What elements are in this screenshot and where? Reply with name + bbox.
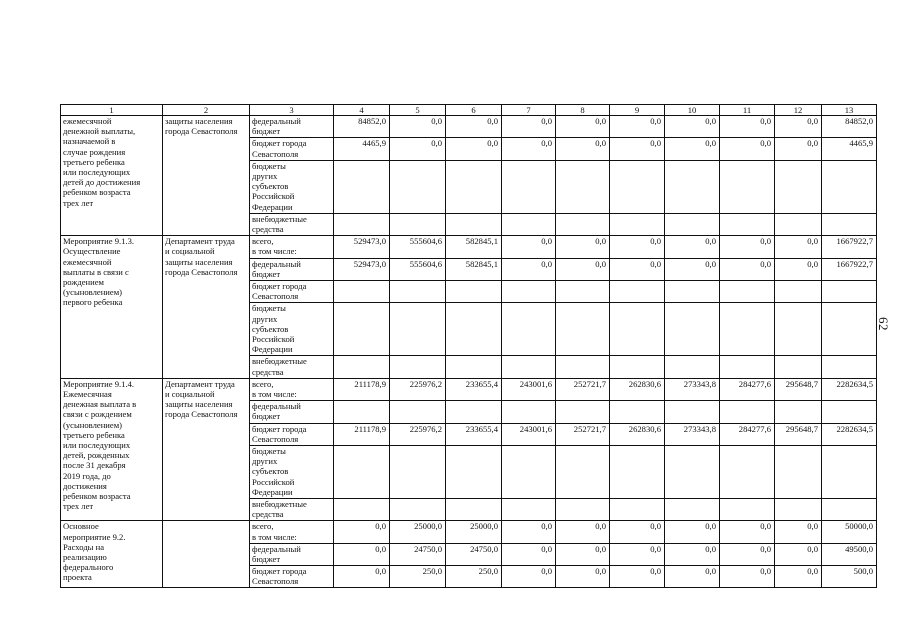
amount-cell: 0,0 xyxy=(610,258,665,280)
amount-cell xyxy=(556,303,610,356)
amount-cell xyxy=(556,280,610,302)
measure-name-cell: Мероприятие 9.1.4. Ежемесячная денежная выплата в связи с рождением (усыновлением) третьего ребенка или последующих детей, рожденных после 31 декабря 2019 года, до достижения ребенком возраста трех лет xyxy=(61,378,163,521)
amount-cell: 0,0 xyxy=(720,543,775,565)
amount-cell xyxy=(822,303,877,356)
table-row xyxy=(61,116,877,138)
amount-cell xyxy=(665,445,720,498)
measure-name-cell: ежемесячной денежной выплаты, назначаемой в случае рождения третьего ребенка или последующих детей до достижения ребенком возраста трех лет xyxy=(61,116,163,236)
amount-cell: 4465,9 xyxy=(822,138,877,160)
amount-cell xyxy=(610,498,665,520)
amount-cell: 529473,0 xyxy=(334,258,390,280)
amount-cell xyxy=(556,401,610,423)
funding-source-cell: федеральный бюджет xyxy=(250,258,334,280)
amount-cell: 262830,6 xyxy=(610,378,665,400)
amount-cell xyxy=(556,160,610,213)
amount-cell: 0,0 xyxy=(775,116,822,138)
amount-cell xyxy=(334,498,390,520)
amount-cell: 0,0 xyxy=(610,566,665,588)
amount-cell xyxy=(720,280,775,302)
amount-cell: 500,0 xyxy=(822,566,877,588)
amount-cell: 0,0 xyxy=(502,138,556,160)
amount-cell: 0,0 xyxy=(390,138,446,160)
amount-cell xyxy=(556,498,610,520)
amount-cell xyxy=(390,160,446,213)
amount-cell xyxy=(720,498,775,520)
amount-cell: 0,0 xyxy=(446,138,502,160)
amount-cell xyxy=(720,401,775,423)
column-number-13: 13 xyxy=(822,105,877,116)
amount-cell: 0,0 xyxy=(556,543,610,565)
amount-cell: 252721,7 xyxy=(556,378,610,400)
amount-cell: 250,0 xyxy=(446,566,502,588)
column-number-6: 6 xyxy=(446,105,502,116)
amount-cell xyxy=(822,280,877,302)
funding-source-cell: бюджеты других субъектов Российской Федерации xyxy=(250,303,334,356)
column-number-3: 3 xyxy=(250,105,334,116)
funding-source-cell: внебюджетные средства xyxy=(250,498,334,520)
amount-cell: 0,0 xyxy=(502,116,556,138)
amount-cell xyxy=(610,445,665,498)
amount-cell xyxy=(665,498,720,520)
amount-cell xyxy=(610,280,665,302)
amount-cell: 0,0 xyxy=(775,236,822,258)
amount-cell xyxy=(610,213,665,235)
amount-cell: 529473,0 xyxy=(334,236,390,258)
amount-cell: 0,0 xyxy=(334,521,390,543)
amount-cell: 1667922,7 xyxy=(822,236,877,258)
amount-cell: 211178,9 xyxy=(334,423,390,445)
amount-cell: 233655,4 xyxy=(446,378,502,400)
amount-cell xyxy=(390,445,446,498)
funding-source-cell: бюджет города Севастополя xyxy=(250,280,334,302)
amount-cell xyxy=(502,160,556,213)
funding-source-cell: бюджеты других субъектов Российской Федерации xyxy=(250,160,334,213)
page-number: 62 xyxy=(876,317,891,331)
amount-cell: 0,0 xyxy=(610,543,665,565)
amount-cell xyxy=(390,498,446,520)
amount-cell: 0,0 xyxy=(502,236,556,258)
amount-cell: 84852,0 xyxy=(334,116,390,138)
column-number-4: 4 xyxy=(334,105,390,116)
amount-cell xyxy=(775,213,822,235)
amount-cell: 0,0 xyxy=(610,138,665,160)
amount-cell: 25000,0 xyxy=(446,521,502,543)
amount-cell: 0,0 xyxy=(720,236,775,258)
amount-cell xyxy=(390,303,446,356)
amount-cell xyxy=(390,401,446,423)
amount-cell: 24750,0 xyxy=(390,543,446,565)
amount-cell xyxy=(775,356,822,378)
amount-cell xyxy=(556,356,610,378)
funding-source-cell: бюджет города Севастополя xyxy=(250,138,334,160)
amount-cell xyxy=(822,356,877,378)
amount-cell: 295648,7 xyxy=(775,378,822,400)
column-number-9: 9 xyxy=(610,105,665,116)
funding-source-cell: бюджет города Севастополя xyxy=(250,566,334,588)
column-number-1: 1 xyxy=(61,105,163,116)
executor-cell: Департамент труда и социальной защиты населения города Севастополя xyxy=(163,378,250,521)
amount-cell: 2282634,5 xyxy=(822,423,877,445)
amount-cell: 0,0 xyxy=(610,116,665,138)
amount-cell: 0,0 xyxy=(556,566,610,588)
amount-cell: 0,0 xyxy=(720,566,775,588)
amount-cell xyxy=(665,401,720,423)
amount-cell xyxy=(556,213,610,235)
funding-source-cell: бюджет города Севастополя xyxy=(250,423,334,445)
amount-cell: 0,0 xyxy=(502,521,556,543)
column-number-row xyxy=(61,105,877,116)
amount-cell: 49500,0 xyxy=(822,543,877,565)
amount-cell: 0,0 xyxy=(665,258,720,280)
funding-source-cell: федеральный бюджет xyxy=(250,116,334,138)
amount-cell xyxy=(502,303,556,356)
amount-cell xyxy=(446,213,502,235)
amount-cell: 0,0 xyxy=(665,116,720,138)
amount-cell: 0,0 xyxy=(556,236,610,258)
amount-cell: 0,0 xyxy=(720,116,775,138)
amount-cell: 84852,0 xyxy=(822,116,877,138)
amount-cell: 0,0 xyxy=(665,138,720,160)
amount-cell xyxy=(446,356,502,378)
amount-cell: 50000,0 xyxy=(822,521,877,543)
amount-cell: 0,0 xyxy=(334,543,390,565)
amount-cell xyxy=(390,356,446,378)
table-row xyxy=(61,521,877,543)
amount-cell xyxy=(775,280,822,302)
amount-cell: 25000,0 xyxy=(390,521,446,543)
amount-cell xyxy=(334,213,390,235)
table-row xyxy=(61,378,877,400)
amount-cell xyxy=(822,213,877,235)
amount-cell: 0,0 xyxy=(775,566,822,588)
amount-cell xyxy=(502,213,556,235)
funding-source-cell: всего, в том числе: xyxy=(250,236,334,258)
amount-cell: 2282634,5 xyxy=(822,378,877,400)
amount-cell: 0,0 xyxy=(446,116,502,138)
funding-source-cell: внебюджетные средства xyxy=(250,356,334,378)
amount-cell xyxy=(446,303,502,356)
amount-cell xyxy=(720,356,775,378)
amount-cell xyxy=(822,498,877,520)
amount-cell: 225976,2 xyxy=(390,423,446,445)
amount-cell xyxy=(390,213,446,235)
amount-cell xyxy=(502,356,556,378)
amount-cell: 0,0 xyxy=(665,236,720,258)
amount-cell: 582845,1 xyxy=(446,258,502,280)
amount-cell xyxy=(775,498,822,520)
funding-source-cell: федеральный бюджет xyxy=(250,401,334,423)
amount-cell xyxy=(610,303,665,356)
amount-cell xyxy=(334,160,390,213)
amount-cell xyxy=(665,303,720,356)
amount-cell: 252721,7 xyxy=(556,423,610,445)
amount-cell xyxy=(665,280,720,302)
amount-cell: 0,0 xyxy=(775,138,822,160)
column-number-12: 12 xyxy=(775,105,822,116)
amount-cell: 284277,6 xyxy=(720,378,775,400)
amount-cell xyxy=(446,280,502,302)
amount-cell: 4465,9 xyxy=(334,138,390,160)
amount-cell: 0,0 xyxy=(610,236,665,258)
funding-source-cell: бюджеты других субъектов Российской Федерации xyxy=(250,445,334,498)
amount-cell: 0,0 xyxy=(720,521,775,543)
amount-cell: 284277,6 xyxy=(720,423,775,445)
amount-cell: 0,0 xyxy=(720,258,775,280)
amount-cell xyxy=(775,445,822,498)
amount-cell: 273343,8 xyxy=(665,378,720,400)
amount-cell: 250,0 xyxy=(390,566,446,588)
amount-cell xyxy=(775,303,822,356)
measure-name-cell: Основное мероприятие 9.2. Расходы на реализацию федерального проекта xyxy=(61,521,163,588)
amount-cell xyxy=(610,401,665,423)
table-row xyxy=(61,236,877,258)
column-number-8: 8 xyxy=(556,105,610,116)
amount-cell xyxy=(720,303,775,356)
amount-cell: 0,0 xyxy=(502,543,556,565)
amount-cell xyxy=(502,498,556,520)
funding-source-cell: всего, в том числе: xyxy=(250,378,334,400)
amount-cell xyxy=(502,401,556,423)
amount-cell xyxy=(610,160,665,213)
amount-cell xyxy=(502,445,556,498)
amount-cell: 0,0 xyxy=(556,521,610,543)
amount-cell xyxy=(822,445,877,498)
amount-cell: 0,0 xyxy=(334,566,390,588)
amount-cell: 233655,4 xyxy=(446,423,502,445)
funding-source-cell: федеральный бюджет xyxy=(250,543,334,565)
amount-cell: 555604,6 xyxy=(390,258,446,280)
amount-cell: 262830,6 xyxy=(610,423,665,445)
amount-cell xyxy=(775,160,822,213)
amount-cell: 24750,0 xyxy=(446,543,502,565)
measure-name-cell: Мероприятие 9.1.3. Осуществление ежемесячной выплаты в связи с рождением (усыновлением) первого ребенка xyxy=(61,236,163,379)
executor-cell xyxy=(163,521,250,588)
amount-cell xyxy=(822,401,877,423)
amount-cell xyxy=(720,160,775,213)
amount-cell: 0,0 xyxy=(775,543,822,565)
amount-cell: 295648,7 xyxy=(775,423,822,445)
funding-source-cell: внебюджетные средства xyxy=(250,213,334,235)
amount-cell xyxy=(334,401,390,423)
amount-cell: 0,0 xyxy=(665,521,720,543)
amount-cell: 555604,6 xyxy=(390,236,446,258)
amount-cell: 0,0 xyxy=(665,543,720,565)
column-number-7: 7 xyxy=(502,105,556,116)
amount-cell: 273343,8 xyxy=(665,423,720,445)
amount-cell xyxy=(822,160,877,213)
amount-cell xyxy=(446,445,502,498)
amount-cell: 225976,2 xyxy=(390,378,446,400)
amount-cell xyxy=(334,356,390,378)
amount-cell: 0,0 xyxy=(556,116,610,138)
amount-cell xyxy=(334,303,390,356)
amount-cell xyxy=(334,280,390,302)
amount-cell: 0,0 xyxy=(720,138,775,160)
column-number-2: 2 xyxy=(163,105,250,116)
amount-cell xyxy=(665,213,720,235)
amount-cell xyxy=(334,445,390,498)
amount-cell xyxy=(446,498,502,520)
amount-cell xyxy=(775,401,822,423)
amount-cell xyxy=(446,401,502,423)
amount-cell xyxy=(446,160,502,213)
budget-table xyxy=(60,104,877,588)
amount-cell xyxy=(390,280,446,302)
amount-cell: 0,0 xyxy=(390,116,446,138)
amount-cell xyxy=(720,445,775,498)
executor-cell: Департамент труда и социальной защиты населения города Севастополя xyxy=(163,236,250,379)
amount-cell xyxy=(610,356,665,378)
amount-cell: 243001,6 xyxy=(502,423,556,445)
amount-cell: 243001,6 xyxy=(502,378,556,400)
executor-cell: защиты населения города Севастополя xyxy=(163,116,250,236)
amount-cell: 0,0 xyxy=(502,566,556,588)
amount-cell: 0,0 xyxy=(610,521,665,543)
amount-cell: 211178,9 xyxy=(334,378,390,400)
funding-source-cell: всего, в том числе: xyxy=(250,521,334,543)
amount-cell: 0,0 xyxy=(665,566,720,588)
column-number-10: 10 xyxy=(665,105,720,116)
amount-cell: 0,0 xyxy=(556,258,610,280)
amount-cell: 0,0 xyxy=(502,258,556,280)
column-number-11: 11 xyxy=(720,105,775,116)
amount-cell: 582845,1 xyxy=(446,236,502,258)
column-number-5: 5 xyxy=(390,105,446,116)
amount-cell xyxy=(665,160,720,213)
amount-cell xyxy=(502,280,556,302)
amount-cell xyxy=(665,356,720,378)
amount-cell xyxy=(556,445,610,498)
amount-cell: 0,0 xyxy=(775,521,822,543)
amount-cell: 0,0 xyxy=(775,258,822,280)
amount-cell xyxy=(720,213,775,235)
amount-cell: 0,0 xyxy=(556,138,610,160)
amount-cell: 1667922,7 xyxy=(822,258,877,280)
